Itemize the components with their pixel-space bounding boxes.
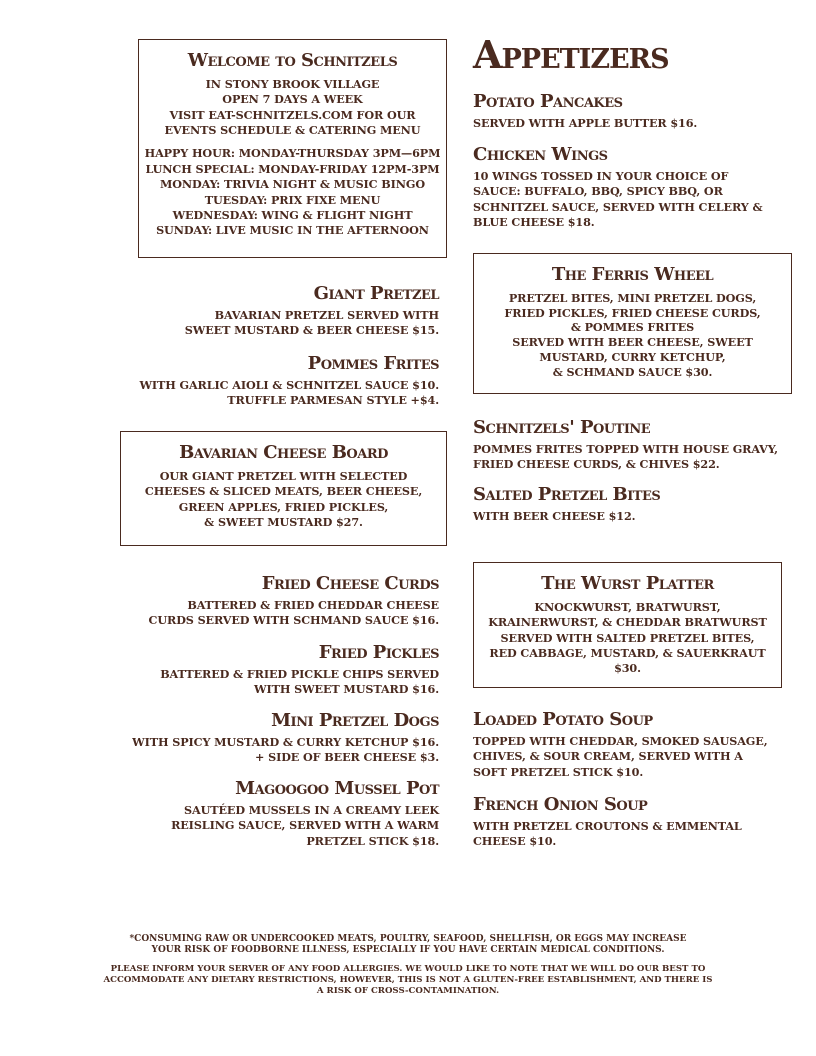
menu-item-wurst-platter: [473, 562, 782, 688]
desc-line: RED CABBAGE, MUSTARD, & SAUERKRAUT: [489, 646, 766, 661]
desc-line: GREEN APPLES, FRIED PICKLES,: [178, 499, 389, 514]
item-name: Loaded Potato Soup: [473, 709, 653, 730]
desc-line: TRUFFLE PARMESAN STYLE +$4.: [227, 393, 439, 408]
item-name: Mini Pretzel Dogs: [271, 710, 439, 731]
item-description: [473, 442, 803, 473]
footer-warning: [0, 934, 816, 956]
menu-item-pommes-frites: [100, 354, 439, 409]
menu-item-potato-soup: [473, 710, 803, 780]
welcome-info-line: VISIT EAT-SCHNITZELS.COM FOR OUR: [169, 107, 416, 122]
menu-item-pretzel-bites: [473, 485, 803, 524]
item-description: [121, 469, 446, 531]
desc-line: MUSTARD, CURRY KETCHUP,: [539, 349, 726, 364]
desc-line: SERVED WITH SALTED PRETZEL BITES,: [500, 630, 755, 645]
item-description: [473, 734, 803, 780]
menu-item-cheese-board: [120, 431, 447, 546]
item-name: Pommes Frites: [307, 353, 439, 374]
desc-line: 10 WINGS TOSSED IN YOUR CHOICE OF: [473, 168, 729, 183]
menu-item-potato-pancakes: [473, 92, 803, 131]
item-name: French Onion Soup: [473, 794, 648, 815]
footer-line: PLEASE INFORM YOUR SERVER OF ANY FOOD ALLERGIES. WE WOULD LIKE TO NOTE THAT WE WILL DO OUR BEST TO: [110, 964, 706, 974]
item-description: [474, 291, 791, 380]
desc-line: PRETZEL BITES, MINI PRETZEL DOGS,: [508, 290, 757, 305]
desc-line: REISLING SAUCE, SERVED WITH A WARM: [171, 818, 439, 833]
item-name: Bavarian Cheese Board: [179, 442, 388, 463]
item-name: The Wurst Platter: [541, 573, 714, 594]
welcome-schedule: [139, 146, 446, 238]
desc-line: SOFT PRETZEL STICK $10.: [473, 764, 644, 779]
footer-allergy: [0, 964, 816, 997]
desc-line: BAVARIAN PRETZEL SERVED WITH: [214, 307, 439, 322]
item-name: Magoogoo Mussel Pot: [235, 778, 439, 799]
schedule-line: WEDNESDAY: WING & FLIGHT NIGHT: [172, 208, 413, 223]
schedule-line: HAPPY HOUR: MONDAY-THURSDAY 3PM—6PM: [144, 146, 441, 161]
desc-line: + SIDE OF BEER CHEESE $3.: [255, 750, 439, 765]
welcome-info-line: EVENTS SCHEDULE & CATERING MENU: [164, 123, 421, 138]
footer-line: YOUR RISK OF FOODBORNE ILLNESS, ESPECIALLY IF YOU HAVE CERTAIN MEDICAL CONDITIONS.: [151, 945, 665, 955]
desc-line: SERVED WITH APPLE BUTTER $16.: [473, 115, 698, 130]
welcome-info-line: IN STONY BROOK VILLAGE: [205, 76, 380, 91]
footer-line: *CONSUMING RAW OR UNDERCOOKED MEATS, POULTRY, SEAFOOD, SHELLFISH, OR EGGS MAY INCREASE: [129, 934, 687, 944]
desc-line: FRIED CHEESE CURDS, & CHIVES $22.: [473, 457, 720, 472]
desc-line: & SWEET MUSTARD $27.: [204, 515, 363, 530]
welcome-box: [138, 39, 447, 258]
menu-item-fried-pickles: [100, 643, 439, 698]
desc-line: KRAINERWURST, & CHEDDAR BRATWURST: [488, 615, 767, 630]
item-name: Schnitzels' Poutine: [473, 417, 651, 438]
item-name: Fried Pickles: [318, 642, 439, 663]
desc-line: PRETZEL STICK $18.: [306, 833, 439, 848]
menu-item-onion-soup: [473, 795, 803, 850]
item-name: Fried Cheese Curds: [261, 573, 439, 594]
item-description: [100, 378, 439, 409]
item-name: Potato Pancakes: [473, 91, 623, 112]
menu-item-mussel-pot: [100, 779, 439, 849]
menu-item-giant-pretzel: [100, 284, 439, 339]
welcome-info-line: OPEN 7 DAYS A WEEK: [222, 92, 363, 107]
desc-line: CHIVES, & SOUR CREAM, SERVED WITH A: [473, 749, 743, 764]
desc-line: WITH BEER CHEESE $12.: [473, 508, 636, 523]
section-title: Appetizers: [473, 32, 669, 77]
schedule-line: MONDAY: TRIVIA NIGHT & MUSIC BINGO: [159, 177, 426, 192]
item-description: [473, 116, 803, 131]
schedule-line: TUESDAY: PRIX FIXE MENU: [204, 192, 381, 207]
schedule-line: LUNCH SPECIAL: MONDAY-FRIDAY 12PM-3PM: [145, 161, 440, 176]
desc-line: SAUTÉED MUSSELS IN A CREAMY LEEK: [184, 802, 439, 817]
desc-line: & POMMES FRITES: [570, 320, 695, 335]
desc-line: BLUE CHEESE $18.: [473, 215, 595, 230]
desc-line: & SCHMAND SAUCE $30.: [552, 364, 713, 379]
menu-item-chicken-wings: [473, 145, 803, 230]
item-description: [474, 600, 781, 677]
desc-line: BATTERED & FRIED PICKLE CHIPS SERVED: [160, 666, 439, 681]
item-name: Giant Pretzel: [313, 283, 439, 304]
desc-line: KNOCKWURST, BRATWURST,: [534, 599, 721, 614]
desc-line: OUR GIANT PRETZEL WITH SELECTED: [159, 468, 408, 483]
desc-line: SERVED WITH BEER CHEESE, SWEET: [512, 335, 753, 350]
desc-line: $30.: [614, 661, 641, 676]
welcome-info: [139, 77, 446, 139]
item-description: [100, 598, 439, 629]
desc-line: WITH SPICY MUSTARD & CURRY KETCHUP $16.: [132, 734, 439, 749]
item-name: The Ferris Wheel: [551, 264, 714, 285]
schedule-line: SUNDAY: LIVE MUSIC IN THE AFTERNOON: [156, 223, 429, 238]
item-name: Chicken Wings: [473, 144, 608, 165]
item-description: [473, 509, 803, 524]
item-description: [473, 819, 803, 850]
footer-line: ACCOMMODATE ANY DIETARY RESTRICTIONS, HOWEVER, THIS IS NOT A GLUTEN-FREE ESTABLISHMENT, AND THERE IS: [103, 975, 713, 985]
menu-item-cheese-curds: [100, 574, 439, 629]
desc-line: WITH GARLIC AIOLI & SCHNITZEL SAUCE $10.: [139, 377, 439, 392]
desc-line: TOPPED WITH CHEDDAR, SMOKED SAUSAGE,: [473, 733, 768, 748]
item-description: [100, 667, 439, 698]
item-description: [473, 169, 803, 231]
desc-line: CHEESE $10.: [473, 834, 557, 849]
desc-line: SAUCE: BUFFALO, BBQ, SPICY BBQ, OR: [473, 184, 723, 199]
menu-item-poutine: [473, 418, 803, 473]
footer-line: A RISK OF CROSS-CONTAMINATION.: [316, 986, 500, 996]
menu-item-ferris-wheel: [473, 253, 792, 394]
desc-line: WITH PRETZEL CROUTONS & EMMENTAL: [473, 818, 742, 833]
desc-line: CURDS SERVED WITH SCHMAND SAUCE $16.: [148, 613, 439, 628]
desc-line: BATTERED & FRIED CHEDDAR CHEESE: [187, 597, 439, 612]
item-name: Salted Pretzel Bites: [473, 484, 661, 505]
desc-line: CHEESES & SLICED MEATS, BEER CHEESE,: [144, 484, 423, 499]
item-description: [100, 803, 439, 849]
desc-line: SCHNITZEL SAUCE, SERVED WITH CELERY &: [473, 199, 763, 214]
item-description: [100, 308, 439, 339]
menu-item-mini-pretzel-dogs: [100, 711, 439, 766]
desc-line: POMMES FRITES TOPPED WITH HOUSE GRAVY,: [473, 441, 778, 456]
desc-line: FRIED PICKLES, FRIED CHEESE CURDS,: [504, 305, 761, 320]
welcome-title: Welcome to Schnitzels: [187, 50, 398, 71]
desc-line: SWEET MUSTARD & BEER CHEESE $15.: [184, 323, 439, 338]
item-description: [100, 735, 439, 766]
desc-line: WITH SWEET MUSTARD $16.: [254, 682, 439, 697]
